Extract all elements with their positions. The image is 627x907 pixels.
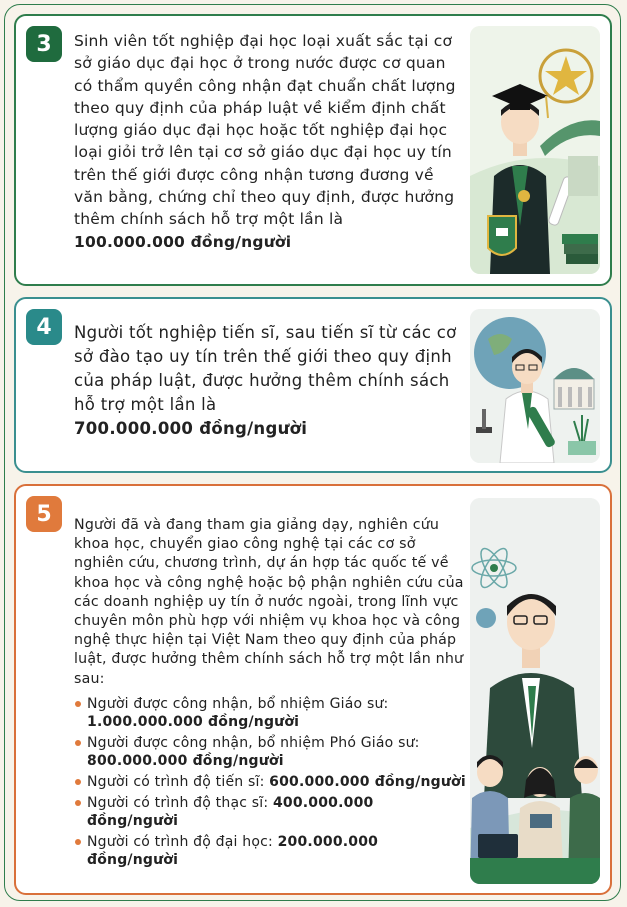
rate-amount: 600.000.000 đồng/người [269, 773, 466, 790]
list-item [74, 794, 466, 830]
policy-description: Người đã và đang tham gia giảng dạy, nghiên cứu khoa học, chuyển giao công nghệ tại các cơ sở nghiên cứu, chương trình, dự án hợp tác quốc tế về khoa học và công nghệ hoặc bộ phận nghiên cứu của các doanh nghiệp uy tín ở nước ngoài, trong lĩnh vực chuyên môn phù hợp với nhiệm vụ khoa học và công nghệ thực hiện tại Việt Nam theo quy định của pháp luật, được hưởng thêm chính sách hỗ trợ một lần như sau: [74, 517, 464, 687]
policy-card-4 [14, 297, 612, 473]
policy-text [74, 321, 464, 441]
rate-amount: 200.000.000 đồng/người [87, 833, 379, 868]
policy-text [74, 30, 464, 253]
policy-card-3 [14, 14, 612, 286]
rate-amount: 800.000.000 đồng/người [87, 752, 284, 769]
rate-label: Người có trình độ thạc sĩ: [87, 794, 269, 811]
rate-label: Người được công nhận, bổ nhiệm Giáo sư: [87, 695, 389, 712]
list-item [74, 734, 466, 770]
support-amount: 700.000.000 đồng/người [74, 419, 308, 438]
item-number-badge: 4 [26, 309, 62, 345]
item-number-badge: 3 [26, 26, 62, 62]
item-number-badge: 5 [26, 496, 62, 532]
rate-amount: 1.000.000.000 đồng/người [87, 713, 300, 730]
list-item [74, 773, 466, 791]
policy-description: Sinh viên tốt nghiệp đại học loại xuất sắc tại cơ sở giáo dục đại học ở trong nước được cơ quan có thẩm quyền công nhận đạt chuẩn chất lượng theo quy định của pháp luật về kiểm định chất lượng giáo dục đại học hoặc tốt nghiệp đại học loại giỏi trở lên tại cơ sở giáo dục đại học uy tín trên thế giới được công nhận tương đương về văn bằng, chứng chỉ theo quy định, được hưởng thêm chính sách hỗ trợ một lần là [74, 32, 456, 229]
rate-label: Người được công nhận, bổ nhiệm Phó Giáo sư: [87, 734, 420, 751]
support-amount: 100.000.000 đồng/người [74, 232, 292, 251]
rate-label: Người có trình độ đại học: [87, 833, 273, 850]
rate-amount: 400.000.000 đồng/người [87, 794, 374, 829]
researchers-illustration-icon [470, 498, 600, 884]
graduate-illustration-icon [470, 26, 600, 274]
policy-text [74, 516, 466, 872]
list-item [74, 833, 466, 869]
rate-label: Người có trình độ tiến sĩ: [87, 773, 265, 790]
rate-list [74, 695, 466, 869]
list-item [74, 695, 466, 731]
policy-description: Người tốt nghiệp tiến sĩ, sau tiến sĩ từ các cơ sở đào tạo uy tín trên thế giới theo quy định của pháp luật, được hưởng thêm chính sách hỗ trợ một lần là [74, 323, 457, 414]
policy-card-5 [14, 484, 612, 895]
scientist-illustration-icon [470, 309, 600, 463]
